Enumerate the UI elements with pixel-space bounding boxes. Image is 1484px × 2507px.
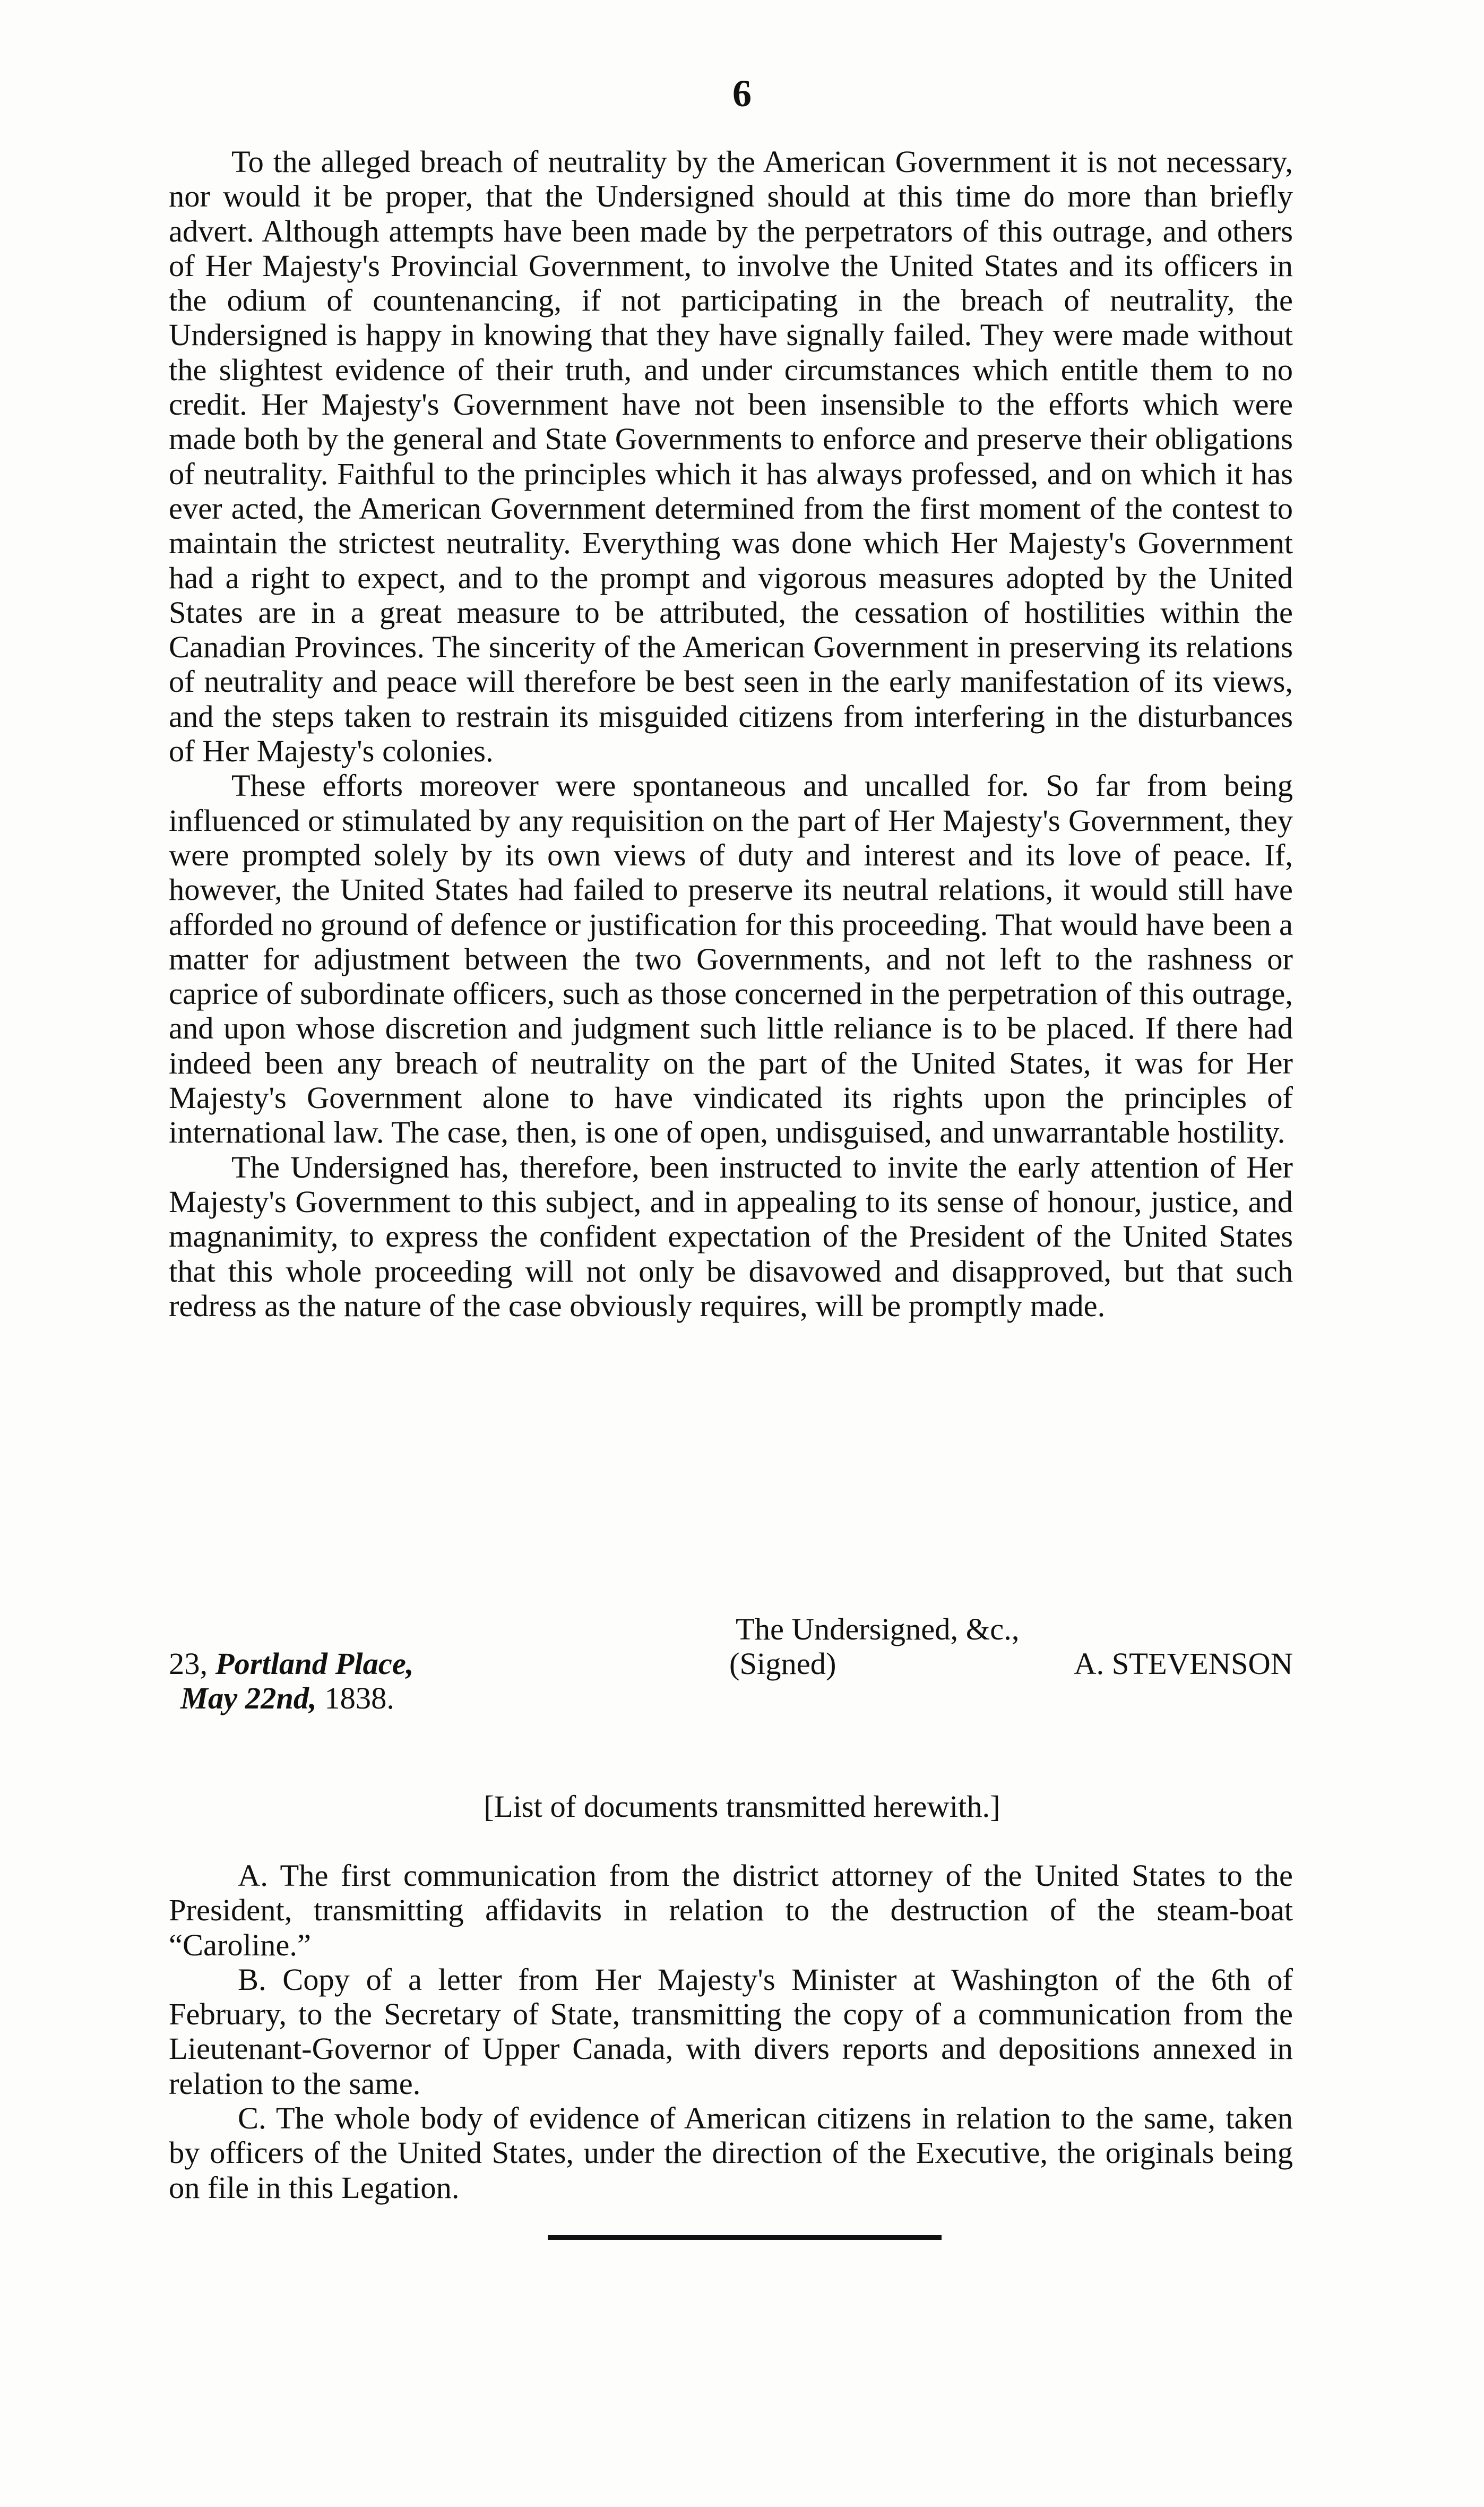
documents-list-heading: [List of documents transmitted herewith.] bbox=[484, 1789, 1000, 1824]
document-item-c: C. The whole body of evidence of American citizens in relation to the same, taken by officers of the United States, under the direction of the Executive, the originals being on file in this Legation. bbox=[169, 2101, 1293, 2205]
paragraph-instruction: The Undersigned has, therefore, been instructed to invite the early attention of Her Majesty's Government to this subject, and in appealing to its sense of honour, justice, and magnanimity, to express the confident expectation of the President of the United States that this whole proceeding will not only be disavowed and disapproved, but that such redress as the nature of the case obviously requires, will be promptly made. bbox=[169, 1149, 1293, 1323]
document-item-b: B. Copy of a letter from Her Majesty's Minister at Washington of the 6th of February, to the Secretary of State, transmitting the copy of a communication from the Lieutenant-Governor of Upper Canada, with divers reports and depositions annexed in relation to the same. bbox=[169, 1962, 1293, 2101]
letter-date bbox=[180, 1681, 394, 1715]
paragraph-efforts: These efforts moreover were spontaneous and uncalled for. So far from being influenced or stimulated by any requisition on the part of Her Majesty's Government, they were prompted solely by its own views of duty and interest and its love of peace. If, however, the United States had failed to preserve its neutral relations, it would still have afforded no ground of defence or justification for this proceeding. That would have been a matter for adjustment between the two Governments, and not left to the rashness or caprice of subordinate officers, such as those concerned in the perpetration of this outrage, and upon whose discretion and judgment such little reliance is to be placed. If there had indeed been any breach of neutrality on the part of the United States, it was for Her Majesty's Government alone to have vindicated its rights upon the principles of international law. The case, then, is one of open, undisguised, and unwarrantable hostility. bbox=[169, 768, 1293, 1150]
date-year: 1838. bbox=[324, 1681, 395, 1715]
signer-name: A. STEVENSON bbox=[1074, 1646, 1293, 1681]
page-number: 6 bbox=[732, 72, 752, 115]
signed-label: (Signed) bbox=[729, 1646, 836, 1681]
closing-rule bbox=[548, 2235, 942, 2240]
closing-line: The Undersigned, &c., bbox=[736, 1612, 1020, 1646]
date-day: May 22nd, bbox=[180, 1681, 317, 1715]
letter-body bbox=[169, 144, 1293, 1323]
paragraph-neutrality: To the alleged breach of neutrality by the American Government it is not necessary, nor would it be proper, that the Undersigned should at this time do more than briefly advert. Although attempts have been made by the perpetrators of this outrage, and others of Her Majesty's Provincial Government, to involve the United States and its officers in the odium of countenancing, if not participating in the breach of neutrality, the Undersigned is happy in knowing that they have signally failed. They were made without the slightest evidence of their truth, and under circumstances which entitle them to no credit. Her Majesty's Government have not been insensible to the efforts which were made both by the general and State Governments to enforce and preserve their obligations of neutrality. Faithful to the principles which it has always professed, and on which it has ever acted, the American Government determined from the first moment of the contest to maintain the strictest neutrality. Everything was done which Her Majesty's Government had a right to expect, and to the prompt and vigorous measures adopted by the United States are in a great measure to be attributed, the cessation of hostilities within the Canadian Provinces. The sincerity of the American Government in preserving its relations of neutrality and peace will therefore be best seen in the early manifestation of its views, and the steps taken to restrain its misguided citizens from interfering in the disturbances of Her Majesty's colonies. bbox=[169, 144, 1293, 769]
sender-address bbox=[169, 1646, 413, 1681]
address-number: 23, bbox=[169, 1646, 208, 1681]
documents-list bbox=[169, 1858, 1293, 2205]
address-place: Portland Place, bbox=[215, 1646, 414, 1681]
document-item-a: A. The first communication from the district attorney of the United States to the President, transmitting affidavits in relation to the destruction of the steam-boat “Caroline.” bbox=[169, 1858, 1293, 1962]
